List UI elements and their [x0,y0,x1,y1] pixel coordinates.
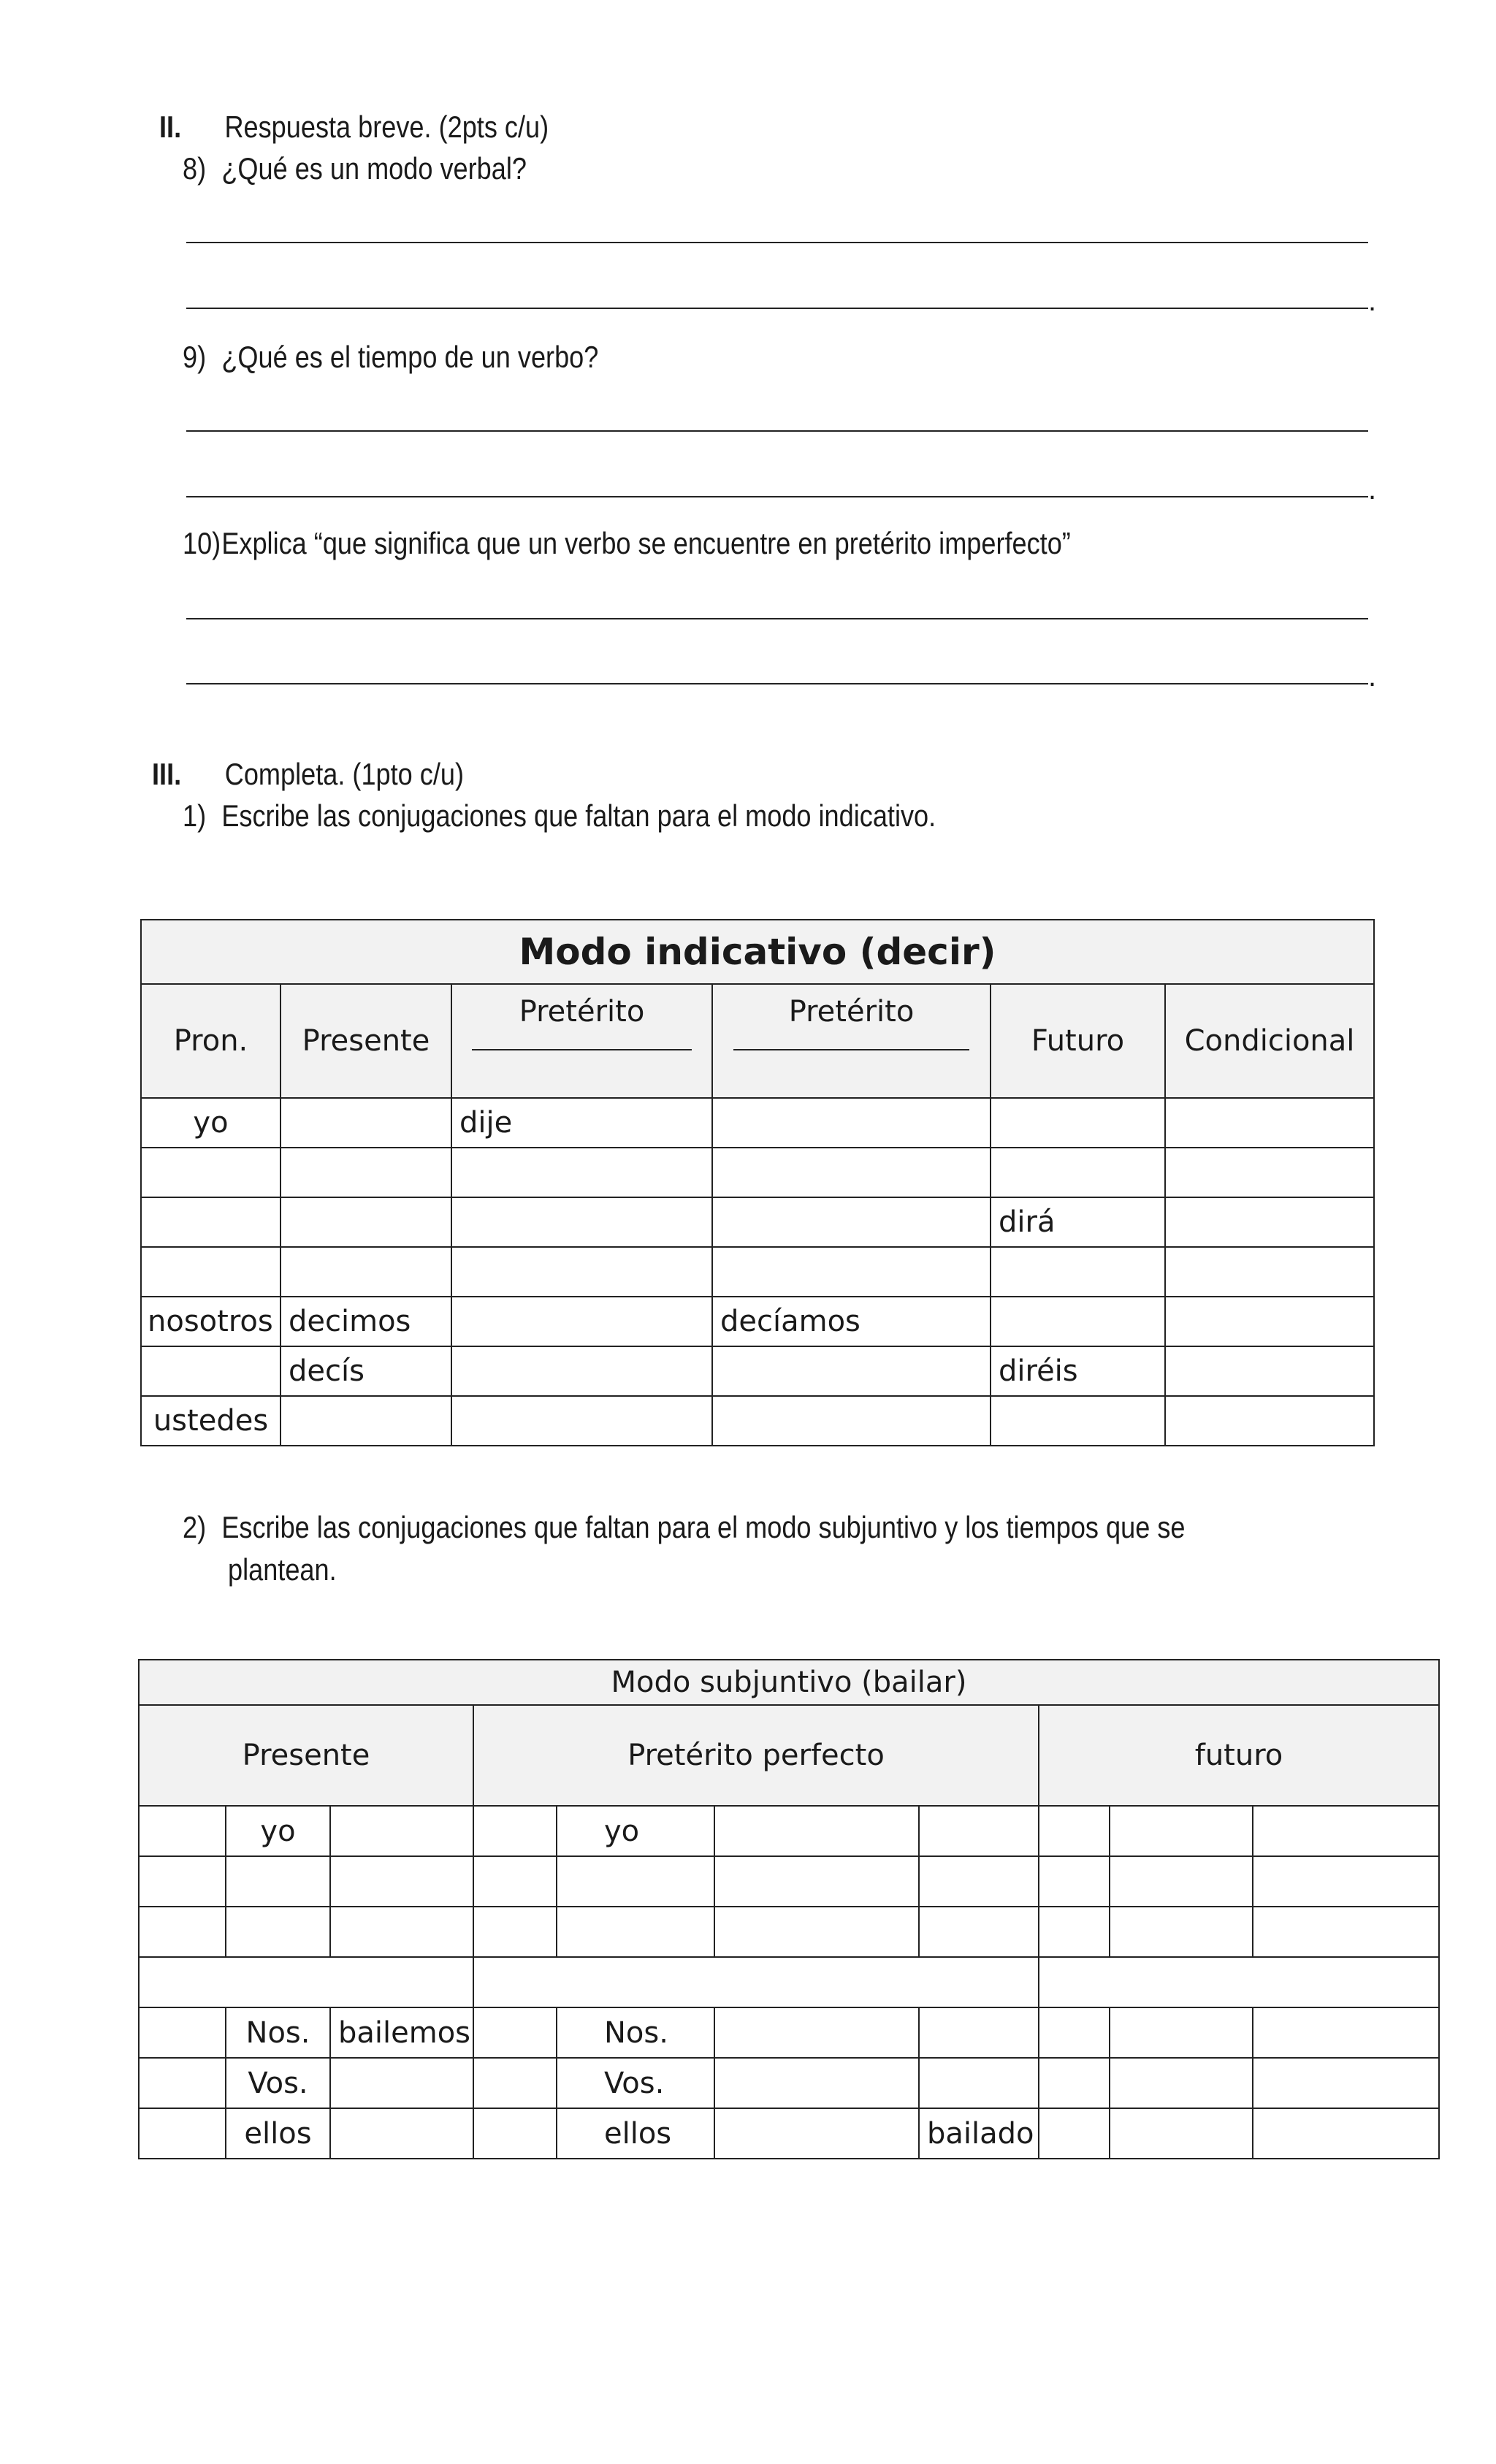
table-cell: decís [280,1346,451,1396]
table-cell[interactable] [991,1148,1165,1197]
instruction-1 [183,798,936,834]
table-cell[interactable] [451,1247,712,1297]
table-cell[interactable] [712,1098,991,1148]
cell-pronoun: Vos. [226,2058,330,2108]
table-row [141,1346,1374,1396]
table-row [139,1806,1439,1856]
question-10-text: Explica “que significa que un verbo se encuentre en pretérito imperfecto” [221,526,1071,560]
header-preterito-perfecto: Pretérito perfecto [473,1705,1039,1806]
table-row [139,1907,1439,1957]
instruction-1-text: Escribe las conjugaciones que faltan para el modo indicativo. [221,798,936,833]
question-8 [183,151,527,186]
table-cell[interactable] [1253,1907,1439,1957]
table-cell[interactable] [1253,1806,1439,1856]
table-cell[interactable] [330,1806,473,1856]
table-cell[interactable] [1165,1297,1374,1346]
header-futuro: futuro [1039,1705,1439,1806]
table-cell[interactable] [139,1806,226,1856]
header-preterito-2-label: Pretérito [788,995,915,1029]
table-cell[interactable] [712,1247,991,1297]
question-9 [183,340,598,375]
table-cell[interactable] [139,1856,226,1907]
header-preterito-1-blank[interactable] [472,1049,692,1050]
table-row [139,2058,1439,2108]
answer-line-10-period: . [1368,660,1377,693]
table-cell[interactable] [1110,1907,1253,1957]
table-cell: diréis [991,1346,1165,1396]
table-cell[interactable] [1165,1148,1374,1197]
table-cell[interactable] [1165,1396,1374,1446]
table-cell[interactable] [714,2058,919,2108]
table-cell[interactable] [473,1856,557,1907]
instruction-2-text: Escribe las conjugaciones que faltan para el modo subjuntivo y los tiempos que se [221,1510,1186,1544]
table-cell[interactable] [712,1396,991,1446]
merged-cell-futuro[interactable] [1039,1957,1439,2007]
table-cell[interactable] [1110,1806,1253,1856]
answer-line-8a[interactable] [186,242,1368,243]
table-cell[interactable] [1165,1346,1374,1396]
answer-line-9a[interactable] [186,430,1368,432]
table-cell[interactable] [330,2058,473,2108]
question-8-number: 8) [183,151,207,186]
header-preterito-1-label: Pretérito [519,995,645,1029]
table-cell[interactable] [557,1856,714,1907]
question-9-text: ¿Qué es el tiempo de un verbo? [221,340,599,374]
table-cell[interactable] [991,1297,1165,1346]
table-row [139,1856,1439,1907]
header-preterito-2 [712,984,991,1098]
subjunctive-table [138,1659,1440,2159]
table-cell[interactable] [712,1148,991,1197]
table-cell[interactable] [712,1346,991,1396]
table-cell[interactable] [330,2108,473,2159]
table-cell[interactable] [451,1297,712,1346]
header-futuro: Futuro [991,984,1165,1098]
cell-pronoun: nosotros [141,1297,280,1346]
answer-line-9-period: . [1368,473,1377,506]
table-cell[interactable] [714,1856,919,1907]
cell-pronoun: Nos. [557,2007,714,2058]
cell-pronoun[interactable] [141,1148,280,1197]
header-preterito-2-blank[interactable] [733,1049,969,1050]
table-cell[interactable] [991,1396,1165,1446]
header-pron: Pron. [141,984,280,1098]
table-cell[interactable] [919,1907,1039,1957]
table-cell[interactable] [1165,1247,1374,1297]
header-condicional: Condicional [1165,984,1374,1098]
table-cell[interactable] [714,2007,919,2058]
table-cell[interactable] [919,1856,1039,1907]
table-cell[interactable] [714,1806,919,1856]
table-cell[interactable] [557,1907,714,1957]
answer-line-8b[interactable] [186,308,1368,309]
table-cell[interactable] [1039,2058,1110,2108]
table-cell[interactable] [1039,1806,1110,1856]
table-cell[interactable] [1039,1856,1110,1907]
table-cell[interactable] [919,2007,1039,2058]
table-cell[interactable] [280,1148,451,1197]
question-8-text: ¿Qué es un modo verbal? [221,151,527,186]
table-cell[interactable] [473,1907,557,1957]
cell-pronoun: ustedes [141,1396,280,1446]
section-ii-title: Respuesta breve. (2pts c/u) [224,110,549,144]
table-cell[interactable] [451,1148,712,1197]
table-cell[interactable] [714,1907,919,1957]
subjunctive-table-title: Modo subjuntivo (bailar) [139,1660,1439,1705]
table-cell[interactable] [1253,2058,1439,2108]
answer-line-10a[interactable] [186,618,1368,619]
table-cell[interactable] [919,1806,1039,1856]
table-cell[interactable]: dije [451,1098,712,1148]
table-cell[interactable] [451,1346,712,1396]
table-row [139,1957,1439,2007]
table-row [141,1247,1374,1297]
instruction-2 [183,1510,1185,1545]
section-ii-heading [159,110,549,145]
table-row [141,1098,1374,1148]
header-presente: Presente [280,984,451,1098]
table-cell[interactable] [1110,2108,1253,2159]
table-cell[interactable] [280,1247,451,1297]
table-cell[interactable] [280,1396,451,1446]
table-cell[interactable] [139,2108,226,2159]
table-cell[interactable] [139,2007,226,2058]
cell-pronoun: Vos. [557,2058,714,2108]
section-iii-numeral: III. [152,757,182,791]
instruction-2-line2: plantean. [228,1552,337,1587]
cell-pronoun: ellos [226,2108,330,2159]
table-cell[interactable] [1110,2007,1253,2058]
indicative-table-header [141,984,1374,1098]
table-cell[interactable] [991,1247,1165,1297]
table-cell[interactable] [1039,2007,1110,2058]
table-cell: bailado [919,2108,1039,2159]
answer-line-9b[interactable] [186,496,1368,497]
cell-pronoun[interactable] [141,1197,280,1247]
table-cell[interactable] [1039,1907,1110,1957]
table-cell[interactable] [1253,2007,1439,2058]
merged-cell-preterito[interactable] [473,1957,1039,2007]
question-10 [183,526,1071,561]
table-cell[interactable] [1253,2108,1439,2159]
table-cell[interactable] [330,1907,473,1957]
indicative-table-title: Modo indicativo (decir) [141,920,1374,984]
table-cell[interactable] [139,1907,226,1957]
table-cell[interactable] [712,1197,991,1247]
header-presente: Presente [139,1705,473,1806]
section-iii-title: Completa. (1pto c/u) [224,757,465,791]
table-row [141,1148,1374,1197]
table-cell: decíamos [712,1297,991,1346]
table-cell[interactable] [280,1098,451,1148]
table-cell[interactable] [330,1856,473,1907]
table-row [141,1297,1374,1346]
cell-pronoun: ellos [557,2108,714,2159]
table-cell[interactable] [919,2058,1039,2108]
cell-pronoun[interactable] [141,1247,280,1297]
table-cell[interactable] [473,2007,557,2058]
table-cell[interactable] [1165,1197,1374,1247]
question-9-number: 9) [183,340,207,374]
cell-pronoun: yo [141,1098,280,1148]
answer-line-8-period: . [1368,285,1377,317]
table-row [141,1396,1374,1446]
table-row [141,1197,1374,1247]
cell-pronoun: yo [557,1806,714,1856]
table-cell[interactable] [226,1856,330,1907]
section-ii-numeral: II. [159,110,182,144]
table-cell[interactable] [1110,1856,1253,1907]
cell-pronoun[interactable] [141,1346,280,1396]
table-row [139,2007,1439,2058]
table-cell[interactable] [473,1806,557,1856]
table-cell: decimos [280,1297,451,1346]
table-cell[interactable] [451,1396,712,1446]
cell-pronoun: Nos. [226,2007,330,2058]
table-cell[interactable] [714,2108,919,2159]
table-cell[interactable] [451,1197,712,1247]
table-cell[interactable] [991,1098,1165,1148]
cell-pronoun: yo [226,1806,330,1856]
table-cell[interactable] [1039,2108,1110,2159]
subjunctive-table-header [139,1705,1439,1806]
instruction-2-number: 2) [183,1510,207,1544]
header-preterito-1 [451,984,712,1098]
instruction-1-number: 1) [183,798,207,833]
table-cell: bailemos [330,2007,473,2058]
table-cell[interactable] [139,2058,226,2108]
answer-line-10b[interactable] [186,683,1368,684]
indicative-table [140,919,1375,1446]
table-cell[interactable] [1165,1098,1374,1148]
table-cell[interactable] [473,2108,557,2159]
section-iii-heading [152,757,464,792]
table-cell[interactable] [1253,1856,1439,1907]
table-cell[interactable] [473,2058,557,2108]
table-cell[interactable] [226,1907,330,1957]
table-cell[interactable] [1110,2058,1253,2108]
merged-cell-presente[interactable] [139,1957,473,2007]
table-cell[interactable] [280,1197,451,1247]
table-cell: dirá [991,1197,1165,1247]
question-10-number: 10) [183,526,221,560]
table-row [139,2108,1439,2159]
